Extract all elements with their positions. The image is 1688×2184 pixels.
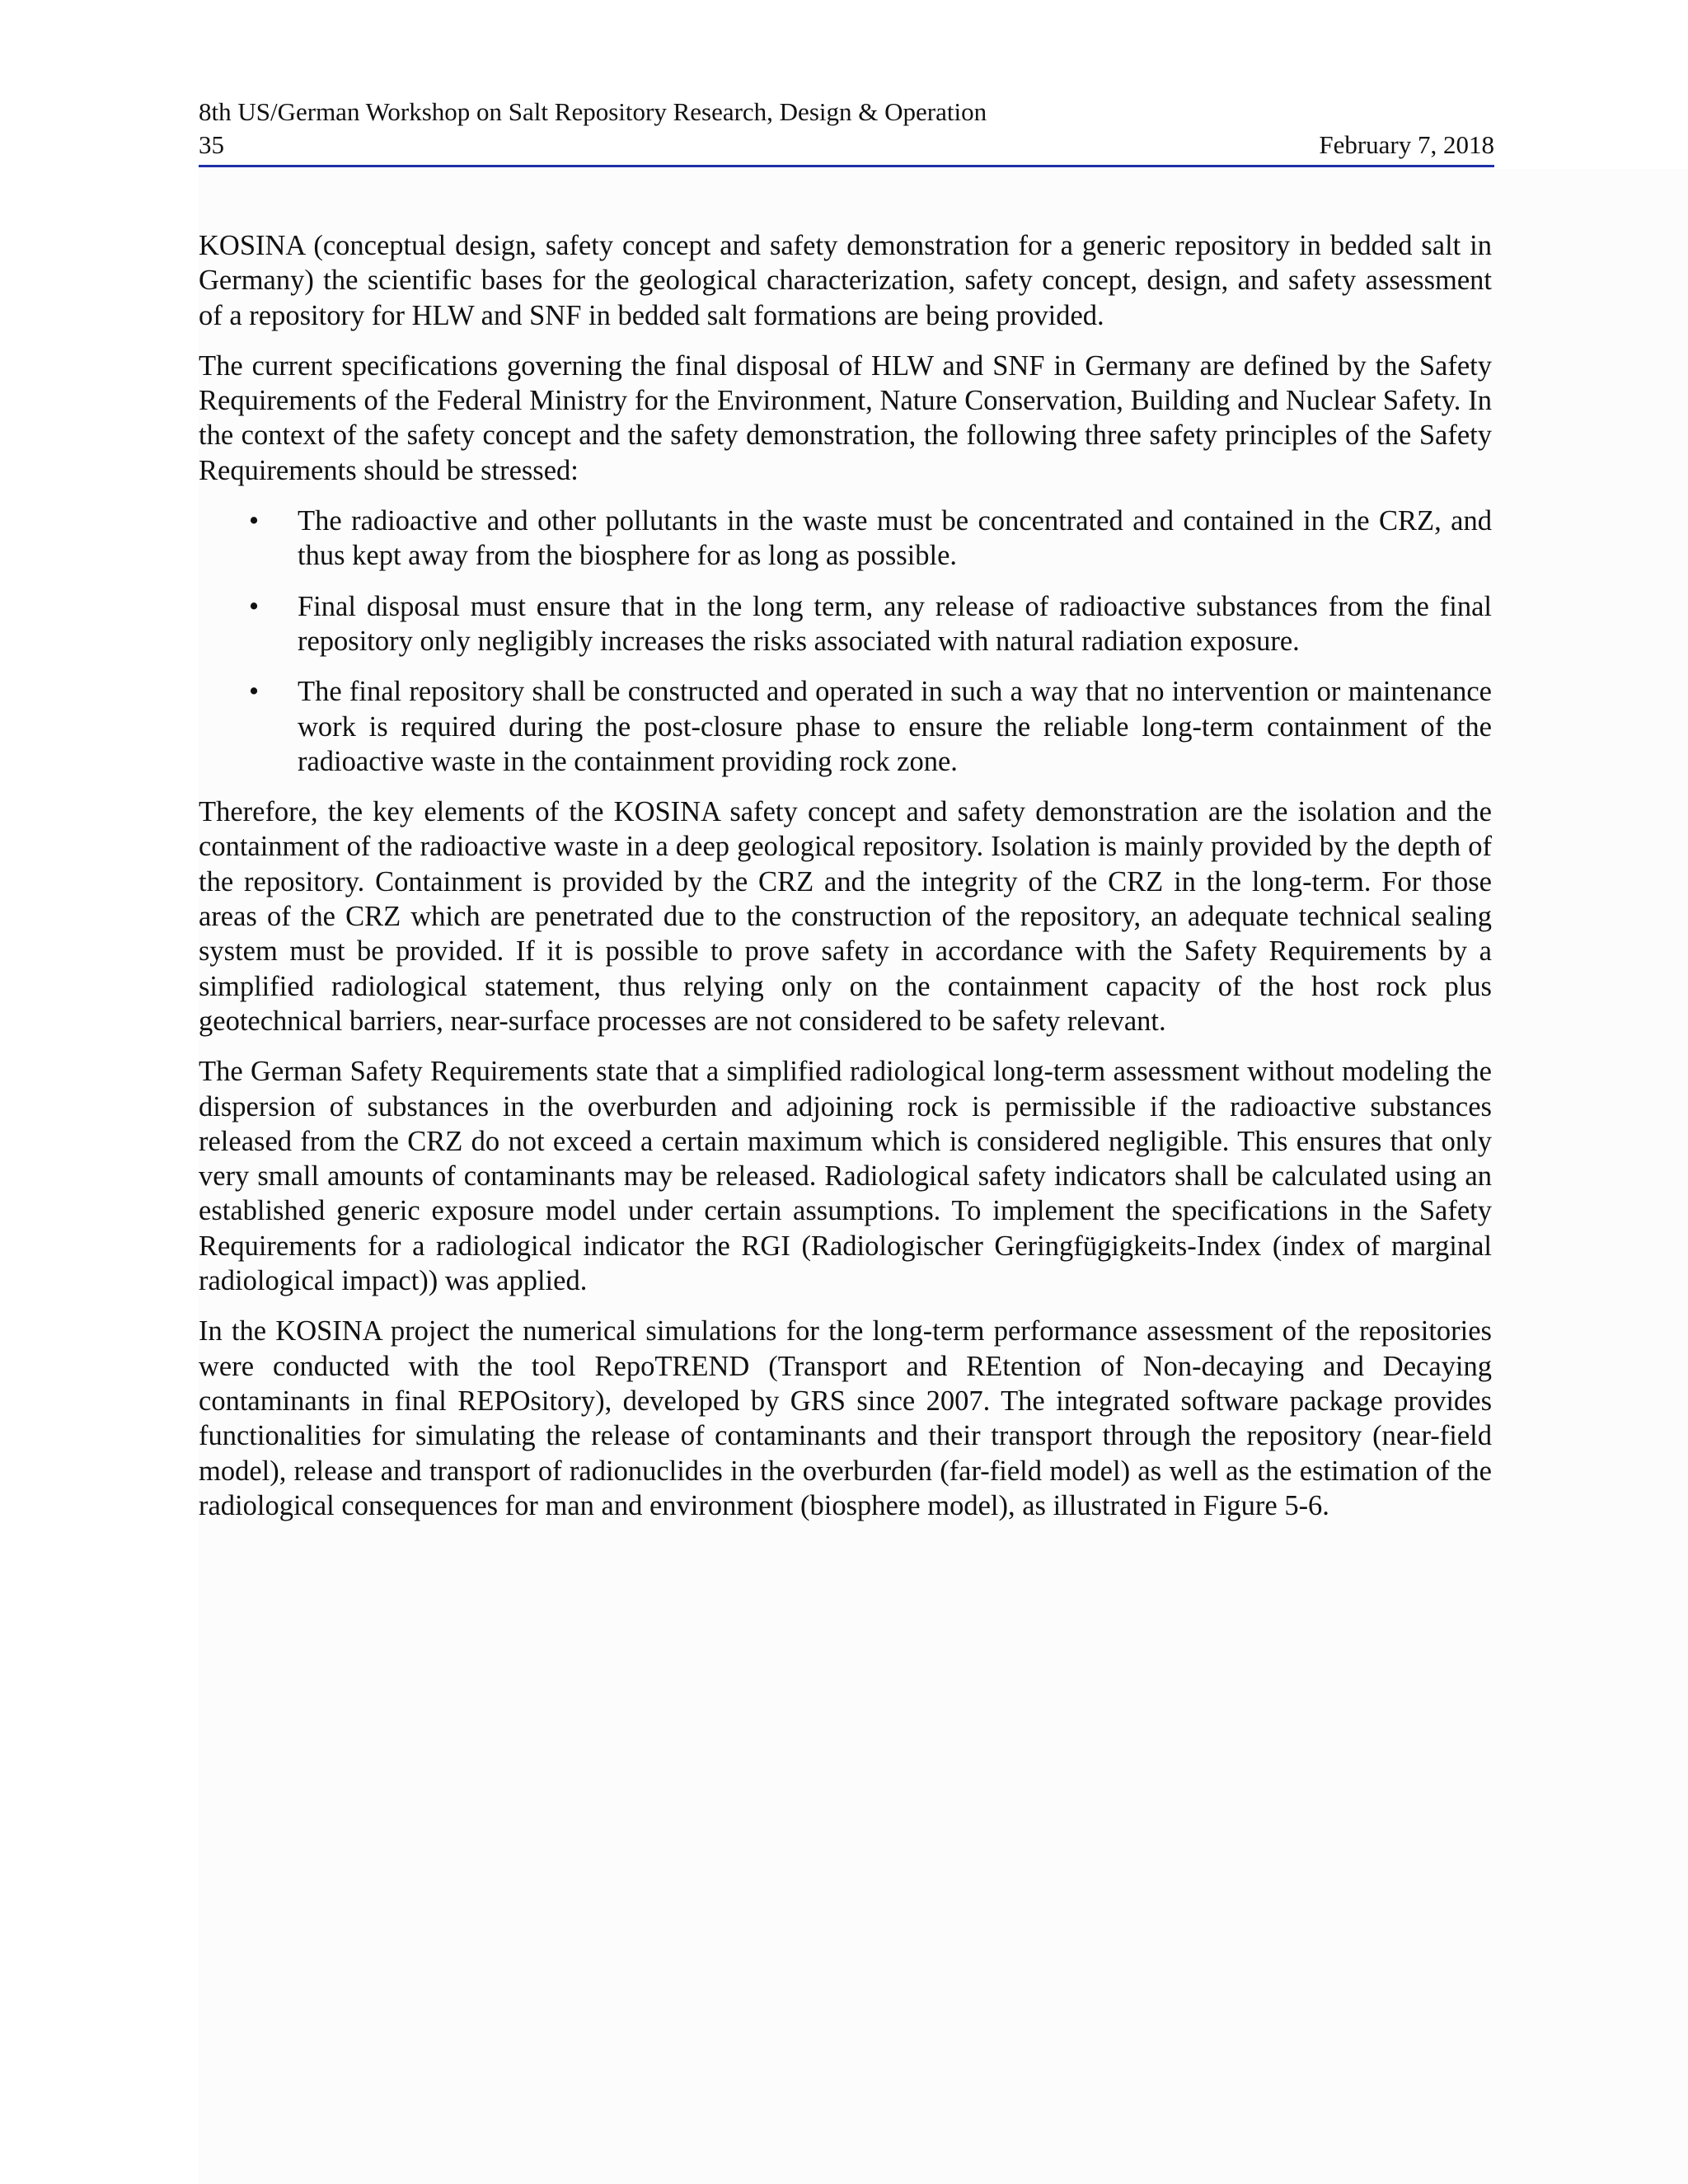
bullet-icon: • bbox=[248, 676, 260, 708]
paragraph: In the KOSINA project the numerical simulations for the long-term performance assessment of the repositories were conducted with the tool RepoTREND (Transport and REtention of Non-decaying and Decaying contaminants in final REPOsitory), developed by GRS since 2007. The integrated software package provides functionalities for simulating the release of contaminants and their transport through the repository (near-field model), release and transport of radionuclides in the overburden (far-field model) as well as the estimation of the radiological consequences for man and environment (biosphere model), as illustrated in Figure 5-6. bbox=[199, 1315, 1492, 1521]
paragraph: KOSINA (conceptual design, safety concept and safety demonstration for a generic repository in bedded salt in Germany) the scientific bases for the geological characterization, safety concept, design, and safety assessment of a repository for HLW and SNF in bedded salt formations are being provided. bbox=[199, 230, 1492, 331]
document-body bbox=[199, 228, 1492, 1539]
list-item bbox=[199, 589, 1492, 659]
header-row bbox=[199, 129, 1494, 162]
list-item bbox=[199, 504, 1492, 574]
bullet-icon: • bbox=[248, 505, 260, 537]
list-item-text: The radioactive and other pollutants in the waste must be concentrated and contained in the CRZ, and thus kept away from the biosphere for as long as possible. bbox=[298, 505, 1492, 572]
header-date: February 7, 2018 bbox=[1319, 130, 1494, 159]
list-item-text: The final repository shall be constructed and operated in such a way that no intervention or maintenance work is required during the post-closure phase to ensure the reliable long-term containment of the radioactive waste in the containment providing rock zone. bbox=[298, 676, 1492, 777]
safety-principles-list bbox=[199, 504, 1492, 779]
paragraph: The German Safety Requirements state that a simplified radiological long-term assessment without modeling the dispersion of substances in the overburden and adjoining rock is permissible if the radioactive substances released from the CRZ do not exceed a certain maximum which is considered negligible. This ensures that only very small amounts of contaminants may be released. Radiological safety indicators shall be calculated using an established generic exposure model under certain assumptions. To implement the specifications in the Safety Requirements for a radiological indicator the RGI (Radiologischer Geringfügigkeits-Index (index of marginal radiological impact)) was applied. bbox=[199, 1056, 1492, 1297]
page-header bbox=[199, 96, 1494, 162]
bullet-icon: • bbox=[248, 590, 260, 622]
paragraph: The current specifications governing the final disposal of HLW and SNF in Germany are defined by the Safety Requirements of the Federal Ministry for the Environment, Nature Conservation, Building and Nuclear Safety. In the context of the safety concept and the safety demonstration, the following three safety principles of the Safety Requirements should be stressed: bbox=[199, 349, 1492, 486]
header-rule bbox=[199, 165, 1494, 167]
list-item-text: Final disposal must ensure that in the long term, any release of radioactive substances from the final repository only negligibly increases the risks associated with natural radiation exposure. bbox=[298, 590, 1492, 657]
paragraph: Therefore, the key elements of the KOSINA safety concept and safety demonstration are the isolation and the containment of the radioactive waste in a deep geological repository. Isolation is mainly provided by the depth of the repository. Containment is provided by the CRZ and the integrity of the CRZ in the long-term. For those areas of the CRZ which are penetrated due to the construction of the repository, an adequate technical sealing system must be provided. If it is possible to prove safety in accordance with the Safety Requirements by a simplified radiological statement, thus relying only on the containment capacity of the host rock plus geotechnical barriers, near-surface processes are not considered to be safety relevant. bbox=[199, 796, 1492, 1037]
list-item bbox=[199, 674, 1492, 779]
header-title: 8th US/German Workshop on Salt Repository Research, Design & Operation bbox=[199, 97, 987, 126]
page-number: 35 bbox=[199, 130, 224, 159]
